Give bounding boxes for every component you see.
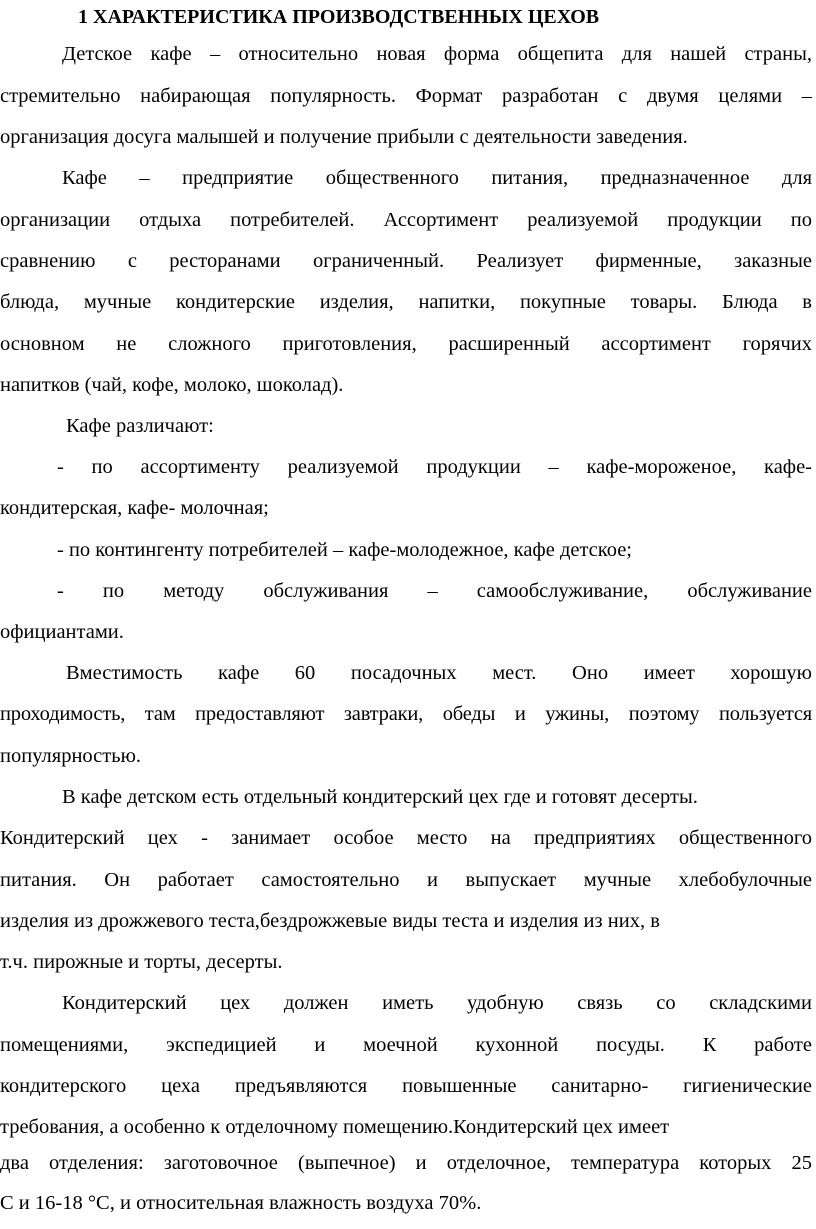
- text-line: В кафе детском есть отдельный кондитерский цех где и готовят десерты.: [62, 786, 698, 808]
- text-line: проходимость, там предоставляют завтраки, обеды и ужины, поэтому пользуется: [0, 703, 812, 725]
- text-line: - по контингенту потребителей – кафе-молодежное, кафе детское;: [57, 539, 632, 561]
- text-line: организации отдыха потребителей. Ассортимент реализуемой продукции по: [0, 209, 812, 231]
- text-line: Кафе различают:: [66, 415, 214, 437]
- text-line: Кондитерский цех - занимает особое место на предприятиях общественного: [0, 827, 812, 849]
- text-line: основном не сложного приготовления, расширенный ассортимент горячих: [0, 333, 812, 355]
- text-line: популярностью.: [0, 745, 142, 767]
- section-heading: 1 ХАРАКТЕРИСТИКА ПРОИЗВОДСТВЕННЫХ ЦЕХОВ: [78, 6, 600, 28]
- text-line: Кондитерский цех должен иметь удобную связь со складскими: [62, 992, 812, 1014]
- text-line: Детское кафе – относительно новая форма общепита для нашей страны,: [62, 43, 812, 65]
- text-line: кондитерского цеха предъявляются повышенные санитарно- гигиенические: [0, 1075, 812, 1097]
- text-line: сравнению с ресторанами ограниченный. Реализует фирменные, заказные: [0, 250, 812, 272]
- text-line: стремительно набирающая популярность. Формат разработан с двумя целями –: [0, 85, 812, 107]
- text-line: С и 16-18 °С, и относительная влажность воздуха 70%.: [0, 1192, 482, 1214]
- text-line: два отделения: заготовочное (выпечное) и отделочное, температура которых 25: [0, 1152, 812, 1174]
- text-line: блюда, мучные кондитерские изделия, напитки, покупные товары. Блюда в: [0, 291, 812, 313]
- text-line: т.ч. пирожные и торты, десерты.: [0, 951, 283, 973]
- text-line: изделия из дрожжевого теста,бездрожжевые виды теста и изделия из них, в: [0, 910, 660, 932]
- text-line: требования, а особенно к отделочному помещению.Кондитерский цех имеет: [0, 1116, 670, 1138]
- text-line: - по ассортименту реализуемой продукции – кафе-мороженое, кафе-: [57, 456, 812, 478]
- text-line: питания. Он работает самостоятельно и выпускает мучные хлебобулочные: [0, 869, 812, 891]
- text-line: помещениями, экспедицией и моечной кухонной посуды. К работе: [0, 1034, 812, 1056]
- text-line: напитков (чай, кофе, молоко, шоколад).: [0, 374, 344, 396]
- text-line: официантами.: [0, 621, 124, 643]
- text-line: Кафе – предприятие общественного питания, предназначенное для: [62, 167, 812, 189]
- text-line: кондитерская, кафе- молочная;: [0, 497, 269, 519]
- text-line: - по методу обслуживания – самообслуживание, обслуживание: [57, 580, 812, 602]
- text-line: организация досуга малышей и получение прибыли с деятельности заведения.: [0, 126, 688, 148]
- text-line: Вместимость кафе 60 посадочных мест. Оно имеет хорошую: [66, 662, 812, 684]
